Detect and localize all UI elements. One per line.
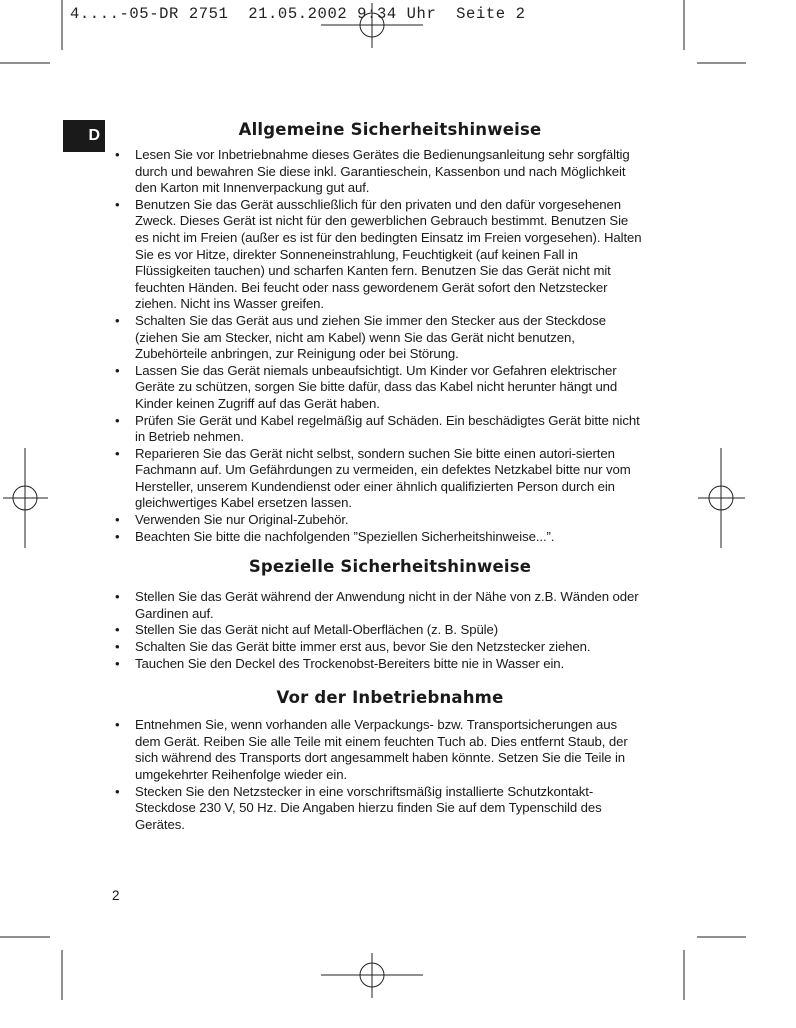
bullet-list	[115, 147, 645, 545]
bullet-list	[115, 589, 645, 672]
list-item	[115, 413, 645, 446]
list-item	[115, 446, 645, 512]
list-item	[115, 529, 645, 546]
bullet-icon: •	[115, 512, 120, 528]
list-item	[115, 197, 645, 313]
section-before-use	[115, 688, 645, 833]
list-item	[115, 313, 645, 363]
list-item	[115, 147, 645, 197]
list-item-text: Schalten Sie das Gerät bitte immer erst aus, bevor Sie den Netzstecker ziehen.	[135, 639, 591, 655]
list-item-text: Reparieren Sie das Gerät nicht selbst, sondern suchen Sie bitte einen autori-sierten Fachmann auf. Um Gefährdungen zu vermeiden, ein defektes Netzkabel bitte nur vom Hersteller, unserem Kundendienst oder einer ähnlich qualifizierten Person durch ein gleichwertiges Kabel ersetzen lassen.	[135, 445, 631, 511]
list-item-text: Benutzen Sie das Gerät ausschließlich für den privaten und den dafür vorgesehenen Zweck. Dieses Gerät ist nicht für den gewerblichen Gebrauch bestimmt. Benutzen Sie es nicht im Freien (außer es ist für den bedingten Einsatz im Freien vorgesehen). Halten Sie es vor Hitze, direkter Sonneneinstrahlung, Feuchtigkeit (auf keinen Fall in Flüssigkeiten tauchen) und scharfen Kanten fern. Benutzen Sie das Gerät nicht mit feuchten Händen. Bei feucht oder nass gewordenem Gerät sofort den Netzstecker ziehen. Nicht ins Wasser greifen.	[135, 196, 642, 312]
list-item-text: Verwenden Sie nur Original-Zubehör.	[135, 512, 349, 528]
bullet-list	[115, 717, 645, 833]
bullet-icon: •	[115, 196, 120, 212]
registration-mark-right	[698, 448, 745, 548]
list-item-text: Lassen Sie das Gerät niemals unbeaufsichtigt. Um Kinder vor Gefahren elektrischer Geräte zu schützen, sorgen Sie bitte dafür, dass das Kabel nicht herunter hängt und Kinder keinen Zugriff auf das Gerät haben.	[135, 362, 618, 411]
print-header: 4....-05-DR 2751 21.05.2002 9:34 Uhr Seite 2	[70, 5, 526, 23]
bullet-icon: •	[115, 312, 120, 328]
list-item-text: Entnehmen Sie, wenn vorhanden alle Verpackungs- bzw. Transportsicherungen aus dem Gerät. Reiben Sie alle Teile mit einem feuchten Tuch ab. Dies entfernt Staub, der sich während des Transports dort angesammelt haben könnte. Setzen Sie die Teile in umgekehrter Reihenfolge wieder ein.	[135, 717, 628, 782]
list-item-text: Schalten Sie das Gerät aus und ziehen Sie immer den Stecker aus der Steckdose (ziehen Sie am Stecker, nicht am Kabel) wenn Sie das Gerät nicht benutzen, Zubehörteile anbringen, zur Reinigung oder bei Störung.	[135, 312, 606, 362]
list-item-text: Stecken Sie den Netzstecker in eine vorschriftsmäßig installierte Schutzkontakt-Steckdose 230 V, 50 Hz. Die Angaben hierzu finden Sie auf dem Typenschild des Gerätes.	[135, 783, 602, 832]
registration-mark-left	[3, 448, 48, 548]
bullet-icon: •	[115, 783, 120, 799]
list-item-text: Stellen Sie das Gerät während der Anwendung nicht in der Nähe von z.B. Wänden oder Gardinen auf.	[135, 589, 639, 621]
list-item	[115, 622, 645, 639]
list-item-text: Beachten Sie bitte die nachfolgenden ”Speziellen Sicherheitshinweise...”.	[135, 528, 555, 544]
list-item	[115, 589, 645, 622]
list-item	[115, 656, 645, 673]
bullet-icon: •	[115, 622, 120, 638]
list-item	[115, 717, 645, 783]
bullet-icon: •	[115, 528, 120, 544]
list-item-text: Lesen Sie vor Inbetriebnahme dieses Gerätes die Bedienungsanleitung sehr sorgfältig durch und bewahren Sie diese inkl. Garantieschein, Kassenbon und nach Möglichkeit den Karton mit Innenverpackung gut auf.	[135, 147, 630, 196]
bullet-icon: •	[115, 147, 120, 162]
page-number: 2	[112, 888, 120, 903]
list-item	[115, 639, 645, 656]
bullet-icon: •	[115, 655, 120, 671]
list-item	[115, 512, 645, 529]
section-title: Vor der Inbetriebnahme	[276, 688, 504, 708]
list-item-text: Tauchen Sie den Deckel des Trockenobst-Bereiters bitte nie in Wasser ein.	[135, 655, 565, 671]
language-tab: D	[63, 120, 105, 152]
registration-mark-top	[321, 3, 423, 48]
bullet-icon: •	[115, 639, 120, 655]
list-item-text: Prüfen Sie Gerät und Kabel regelmäßig auf Schäden. Ein beschädigtes Gerät bitte nicht in Betrieb nehmen.	[135, 412, 640, 445]
bullet-icon: •	[115, 717, 120, 733]
registration-mark-bottom	[321, 953, 423, 998]
bullet-icon: •	[115, 362, 120, 378]
list-item	[115, 363, 645, 413]
section-title: Spezielle Sicherheitshinweise	[248, 557, 532, 577]
list-item	[115, 784, 645, 834]
bullet-icon: •	[115, 412, 120, 428]
section-title: Allgemeine Sicherheitshinweise	[238, 120, 542, 139]
list-item-text: Stellen Sie das Gerät nicht auf Metall-Oberflächen (z. B. Spüle)	[135, 622, 499, 638]
bullet-icon: •	[115, 445, 120, 461]
section-general-safety	[115, 120, 645, 545]
section-special-safety	[115, 557, 645, 672]
bullet-icon: •	[115, 589, 120, 605]
main-content	[115, 120, 645, 833]
